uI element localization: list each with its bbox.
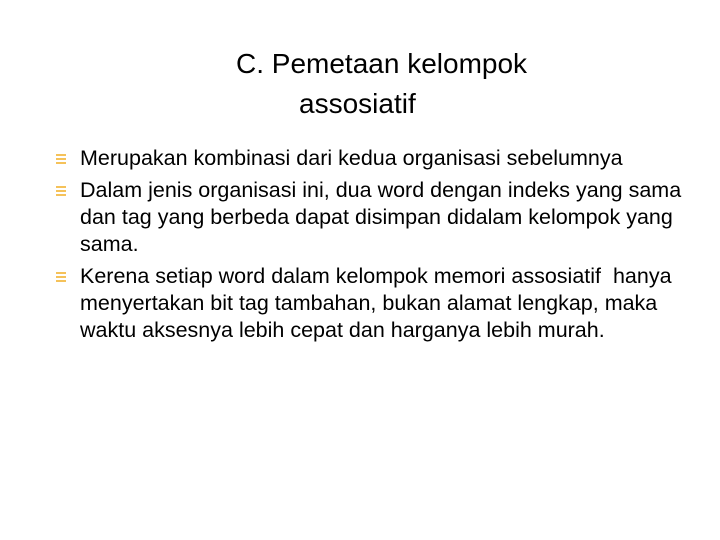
bullet-list — [56, 145, 696, 349]
slide-title — [236, 44, 656, 124]
bullet-item — [56, 145, 696, 172]
list-bullet-icon — [56, 154, 66, 164]
list-bullet-icon — [56, 272, 66, 282]
list-bullet-icon — [56, 186, 66, 196]
bullet-text: Dalam jenis organisasi ini, dua word dengan indeks yang sama dan tag yang berbeda dapat disimpan didalam kelompok yang sama. — [80, 178, 682, 256]
slide-title-line-1: C. Pemetaan kelompok — [236, 48, 528, 79]
bullet-item — [56, 177, 696, 258]
bullet-text: Merupakan kombinasi dari kedua organisasi sebelumnya — [80, 146, 623, 170]
bullet-text: Kerena setiap word dalam kelompok memori assosiatif hanya menyertakan bit tag tambahan, bukan alamat lengkap, maka waktu aksesnya lebih cepat dan harganya lebih murah. — [80, 264, 678, 342]
slide-title-line-2: assosiatif — [299, 88, 416, 119]
bullet-item — [56, 263, 696, 344]
